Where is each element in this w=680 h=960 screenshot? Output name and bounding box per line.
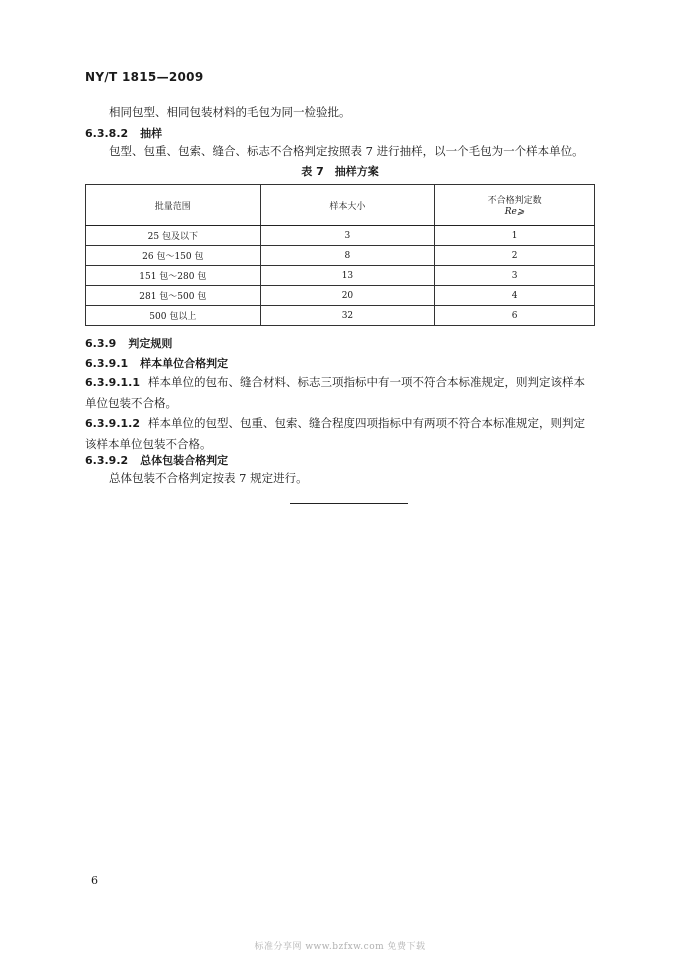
overall-judgement-paragraph: 总体包装不合格判定按表 7 规定进行。 bbox=[109, 471, 308, 485]
table-row bbox=[86, 286, 595, 306]
table-row bbox=[86, 246, 595, 266]
cell-sample-size: 3 bbox=[260, 226, 435, 246]
clause-number: 6.3.9.1.2 bbox=[85, 417, 140, 430]
clause-number: 6.3.9.1.1 bbox=[85, 376, 140, 389]
table-row bbox=[86, 306, 595, 326]
table-row bbox=[86, 226, 595, 246]
section-heading-6392 bbox=[85, 452, 228, 469]
section-number: 6.3.8.2 bbox=[85, 127, 129, 140]
cell-batch: 281 包～500 包 bbox=[86, 286, 261, 306]
clause-text: 样本单位的包型、包重、包索、缝合程度四项指标中有两项不符合本标准规定，则判定该样本单位包装不合格。 bbox=[85, 416, 585, 451]
clause-text: 样本单位的包布、缝合材料、标志三项指标中有一项不符合本标准规定，则判定该样本单位包装不合格。 bbox=[85, 375, 585, 410]
sampling-paragraph: 包型、包重、包索、缝合、标志不合格判定按照表 7 进行抽样，以一个毛包为一个样本单位。 bbox=[109, 144, 584, 158]
section-title: 总体包装合格判定 bbox=[140, 454, 229, 467]
header-reject-number bbox=[435, 185, 595, 226]
standard-code: NY/T 1815—2009 bbox=[85, 70, 204, 84]
watermark-text: 标准分享网 www.bzfxw.com 免费下载 bbox=[254, 942, 426, 952]
table-title: 表 7 抽样方案 bbox=[301, 165, 379, 178]
section-title: 抽样 bbox=[140, 127, 163, 140]
cell-batch: 26 包～150 包 bbox=[86, 246, 261, 266]
header-reject-label: 不合格判定数 bbox=[487, 196, 542, 206]
sampling-plan-table bbox=[85, 184, 595, 326]
section-number: 6.3.9.1 bbox=[85, 357, 129, 370]
clause-63911 bbox=[85, 372, 595, 414]
cell-batch: 500 包以上 bbox=[86, 306, 261, 326]
cell-batch: 151 包～280 包 bbox=[86, 266, 261, 286]
header-batch-range: 批量范围 bbox=[86, 185, 261, 226]
cell-sample-size: 20 bbox=[260, 286, 435, 306]
cell-batch: 25 包及以下 bbox=[86, 226, 261, 246]
section-heading-6382 bbox=[85, 125, 162, 142]
intro-paragraph: 相同包型、相同包装材料的毛包为同一检验批。 bbox=[109, 105, 351, 119]
cell-reject: 2 bbox=[435, 246, 595, 266]
section-title: 样本单位合格判定 bbox=[140, 357, 229, 370]
section-heading-6391 bbox=[85, 355, 228, 372]
table-row bbox=[86, 266, 595, 286]
cell-sample-size: 13 bbox=[260, 266, 435, 286]
end-of-section-rule bbox=[290, 503, 408, 504]
header-sample-size: 样本大小 bbox=[260, 185, 435, 226]
cell-reject: 4 bbox=[435, 286, 595, 306]
table-header-row bbox=[86, 185, 595, 226]
section-title: 判定规则 bbox=[128, 337, 173, 350]
cell-reject: 6 bbox=[435, 306, 595, 326]
clause-63912 bbox=[85, 413, 595, 455]
header-reject-symbol: Re⩾ bbox=[504, 207, 525, 217]
page-number: 6 bbox=[91, 874, 98, 887]
cell-sample-size: 32 bbox=[260, 306, 435, 326]
section-number: 6.3.9 bbox=[85, 337, 117, 350]
cell-reject: 3 bbox=[435, 266, 595, 286]
section-number: 6.3.9.2 bbox=[85, 454, 129, 467]
section-heading-639 bbox=[85, 335, 172, 352]
cell-reject: 1 bbox=[435, 226, 595, 246]
cell-sample-size: 8 bbox=[260, 246, 435, 266]
